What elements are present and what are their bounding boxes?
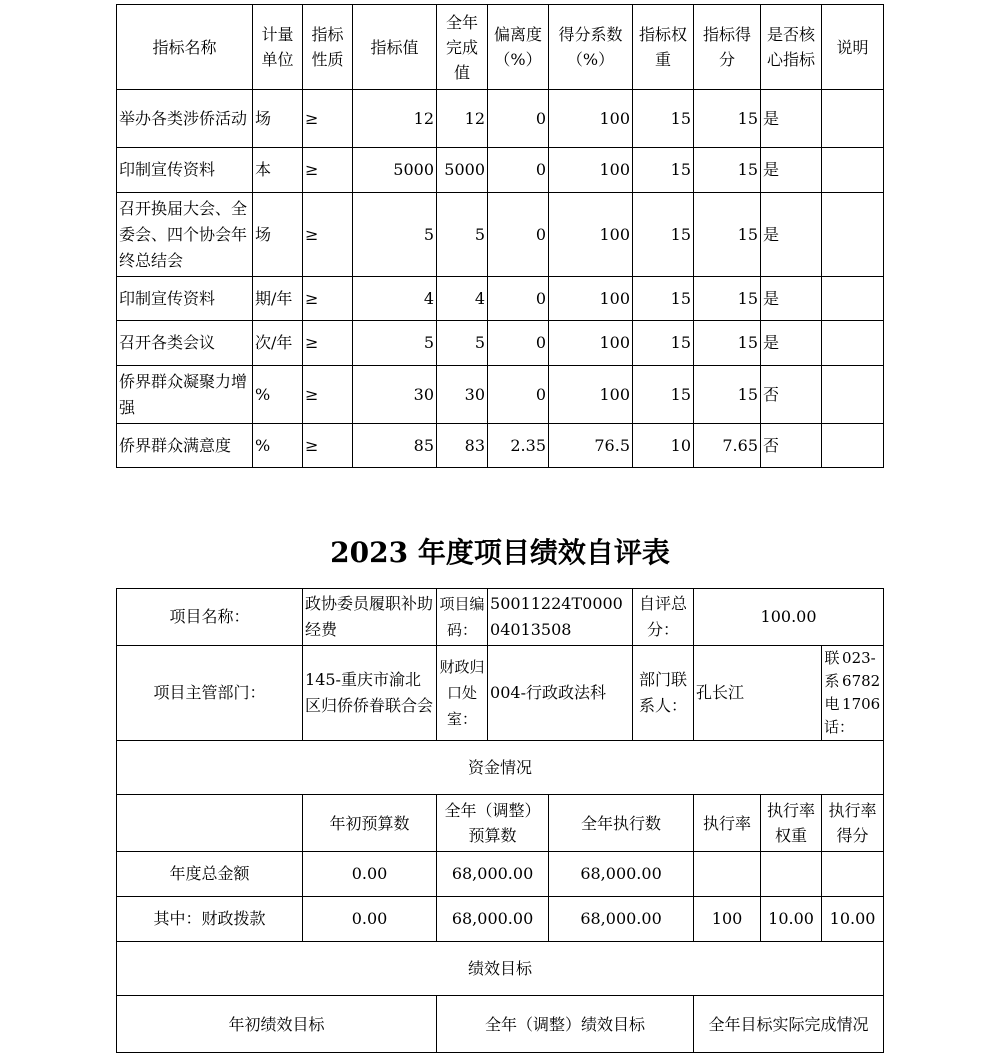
indicator-nature: ≥ — [303, 148, 353, 193]
indicator-name: 印制宣传资料 — [117, 277, 253, 321]
indicator-note — [822, 321, 884, 366]
table-row — [117, 90, 884, 148]
indicator-note — [822, 277, 884, 321]
indicator-score: 15 — [694, 366, 761, 424]
indicator-done: 5000 — [437, 148, 488, 193]
indicator-coef: 76.5 — [549, 424, 633, 468]
phone-number: 023-67821706 — [842, 649, 881, 713]
indicator-nature: ≥ — [303, 366, 353, 424]
indicator-table — [116, 4, 884, 468]
indicator-name: 召开各类会议 — [117, 321, 253, 366]
indicator-target: 12 — [353, 90, 437, 148]
header-cell: 偏离度（%） — [488, 5, 549, 90]
funds-rate-score — [822, 852, 884, 897]
indicator-score: 15 — [694, 148, 761, 193]
funds-adjusted: 68,000.00 — [437, 852, 549, 897]
contact-value: 孔长江 — [694, 646, 822, 741]
project-info-row — [117, 589, 884, 646]
indicator-score: 7.65 — [694, 424, 761, 468]
project-code-value: 50011224T000004013508 — [488, 589, 633, 646]
funds-rate — [694, 852, 761, 897]
evaluation-table — [116, 588, 884, 1053]
indicator-weight: 15 — [633, 321, 694, 366]
department-info-row — [117, 646, 884, 741]
indicator-target: 5 — [353, 193, 437, 277]
indicator-unit: 场 — [253, 193, 303, 277]
funds-initial: 0.00 — [303, 852, 437, 897]
indicator-coef: 100 — [549, 90, 633, 148]
indicator-done: 4 — [437, 277, 488, 321]
indicator-weight: 15 — [633, 148, 694, 193]
indicator-core: 否 — [761, 366, 822, 424]
perf-header-cell: 年初绩效目标 — [117, 996, 437, 1053]
indicator-target: 30 — [353, 366, 437, 424]
indicator-score: 15 — [694, 321, 761, 366]
header-cell: 指标值 — [353, 5, 437, 90]
indicator-core: 是 — [761, 148, 822, 193]
indicator-unit: 期/年 — [253, 277, 303, 321]
indicator-header-row — [117, 5, 884, 90]
indicator-name: 举办各类涉侨活动 — [117, 90, 253, 148]
indicator-unit: % — [253, 366, 303, 424]
project-name-value: 政协委员履职补助经费 — [303, 589, 437, 646]
perf-section-title: 绩效目标 — [117, 942, 884, 996]
indicator-nature: ≥ — [303, 321, 353, 366]
funds-rate-weight: 10.00 — [761, 897, 822, 942]
funds-initial: 0.00 — [303, 897, 437, 942]
header-cell: 计量单位 — [253, 5, 303, 90]
indicator-note — [822, 193, 884, 277]
funds-header-cell: 全年（调整）预算数 — [437, 795, 549, 852]
total-score-value: 100.00 — [694, 589, 884, 646]
header-cell: 指标名称 — [117, 5, 253, 90]
indicator-nature: ≥ — [303, 424, 353, 468]
table-row — [117, 193, 884, 277]
funds-executed: 68,000.00 — [549, 852, 694, 897]
indicator-target: 5 — [353, 321, 437, 366]
page-title: 2023 年度项目绩效自评表 — [330, 536, 670, 569]
table-row — [117, 321, 884, 366]
indicator-score: 15 — [694, 277, 761, 321]
indicator-deviation: 0 — [488, 277, 549, 321]
indicator-nature: ≥ — [303, 277, 353, 321]
indicator-nature: ≥ — [303, 193, 353, 277]
indicator-unit: 场 — [253, 90, 303, 148]
indicator-deviation: 0 — [488, 193, 549, 277]
indicator-deviation: 2.35 — [488, 424, 549, 468]
table-row — [117, 366, 884, 424]
indicator-name: 印制宣传资料 — [117, 148, 253, 193]
table-row — [117, 424, 884, 468]
indicator-done: 83 — [437, 424, 488, 468]
header-cell: 是否核心指标 — [761, 5, 822, 90]
funds-section-row — [117, 741, 884, 795]
indicator-target: 85 — [353, 424, 437, 468]
funds-rate: 100 — [694, 897, 761, 942]
indicator-weight: 15 — [633, 277, 694, 321]
indicator-name: 侨界群众满意度 — [117, 424, 253, 468]
table-row — [117, 897, 884, 942]
perf-section-row — [117, 942, 884, 996]
indicator-coef: 100 — [549, 321, 633, 366]
indicator-score: 15 — [694, 90, 761, 148]
funds-header-cell: 年初预算数 — [303, 795, 437, 852]
finance-office-label: 财政归口处室： — [437, 646, 488, 741]
funds-header-cell: 执行率得分 — [822, 795, 884, 852]
indicator-deviation: 0 — [488, 366, 549, 424]
project-name-label: 项目名称： — [117, 589, 303, 646]
table-row — [117, 852, 884, 897]
funds-header-row — [117, 795, 884, 852]
indicator-done: 5 — [437, 321, 488, 366]
indicator-weight: 15 — [633, 366, 694, 424]
phone-value — [822, 646, 884, 741]
indicator-coef: 100 — [549, 148, 633, 193]
indicator-deviation: 0 — [488, 90, 549, 148]
funds-header-blank — [117, 795, 303, 852]
header-cell: 说明 — [822, 5, 884, 90]
indicator-done: 5 — [437, 193, 488, 277]
funds-row-label: 年度总金额 — [117, 852, 303, 897]
funds-header-cell: 执行率 — [694, 795, 761, 852]
indicator-coef: 100 — [549, 366, 633, 424]
indicator-coef: 100 — [549, 277, 633, 321]
header-cell: 指标得分 — [694, 5, 761, 90]
indicator-name: 召开换届大会、全委会、四个协会年终总结会 — [117, 193, 253, 277]
indicator-done: 12 — [437, 90, 488, 148]
indicator-core: 否 — [761, 424, 822, 468]
perf-header-row — [117, 996, 884, 1053]
indicator-core: 是 — [761, 193, 822, 277]
project-code-label: 项目编码： — [437, 589, 488, 646]
indicator-unit: 本 — [253, 148, 303, 193]
indicator-coef: 100 — [549, 193, 633, 277]
indicator-nature: ≥ — [303, 90, 353, 148]
indicator-weight: 10 — [633, 424, 694, 468]
funds-section-title: 资金情况 — [117, 741, 884, 795]
funds-rate-score: 10.00 — [822, 897, 884, 942]
funds-header-cell: 全年执行数 — [549, 795, 694, 852]
header-cell: 全年完成值 — [437, 5, 488, 90]
perf-header-cell: 全年（调整）绩效目标 — [437, 996, 694, 1053]
indicator-note — [822, 148, 884, 193]
indicator-note — [822, 90, 884, 148]
funds-rate-weight — [761, 852, 822, 897]
indicator-deviation: 0 — [488, 148, 549, 193]
dept-label: 项目主管部门： — [117, 646, 303, 741]
funds-adjusted: 68,000.00 — [437, 897, 549, 942]
funds-executed: 68,000.00 — [549, 897, 694, 942]
indicator-unit: 次/年 — [253, 321, 303, 366]
indicator-target: 4 — [353, 277, 437, 321]
contact-label: 部门联系人： — [633, 646, 694, 741]
table-row — [117, 277, 884, 321]
dept-value: 145-重庆市渝北区归侨侨眷联合会 — [303, 646, 437, 741]
finance-office-value: 004-行政政法科 — [488, 646, 633, 741]
indicator-weight: 15 — [633, 193, 694, 277]
table-row — [117, 148, 884, 193]
phone-label: 联系电话： — [824, 649, 855, 736]
indicator-note — [822, 424, 884, 468]
indicator-core: 是 — [761, 90, 822, 148]
header-cell: 指标权重 — [633, 5, 694, 90]
indicator-done: 30 — [437, 366, 488, 424]
funds-header-cell: 执行率权重 — [761, 795, 822, 852]
indicator-unit: % — [253, 424, 303, 468]
funds-row-label: 其中：财政拨款 — [117, 897, 303, 942]
perf-header-cell: 全年目标实际完成情况 — [694, 996, 884, 1053]
total-score-label: 自评总分： — [633, 589, 694, 646]
indicator-core: 是 — [761, 321, 822, 366]
indicator-target: 5000 — [353, 148, 437, 193]
header-cell: 得分系数（%） — [549, 5, 633, 90]
indicator-score: 15 — [694, 193, 761, 277]
indicator-note — [822, 366, 884, 424]
header-cell: 指标性质 — [303, 5, 353, 90]
indicator-core: 是 — [761, 277, 822, 321]
indicator-weight: 15 — [633, 90, 694, 148]
indicator-deviation: 0 — [488, 321, 549, 366]
indicator-name: 侨界群众凝聚力增强 — [117, 366, 253, 424]
